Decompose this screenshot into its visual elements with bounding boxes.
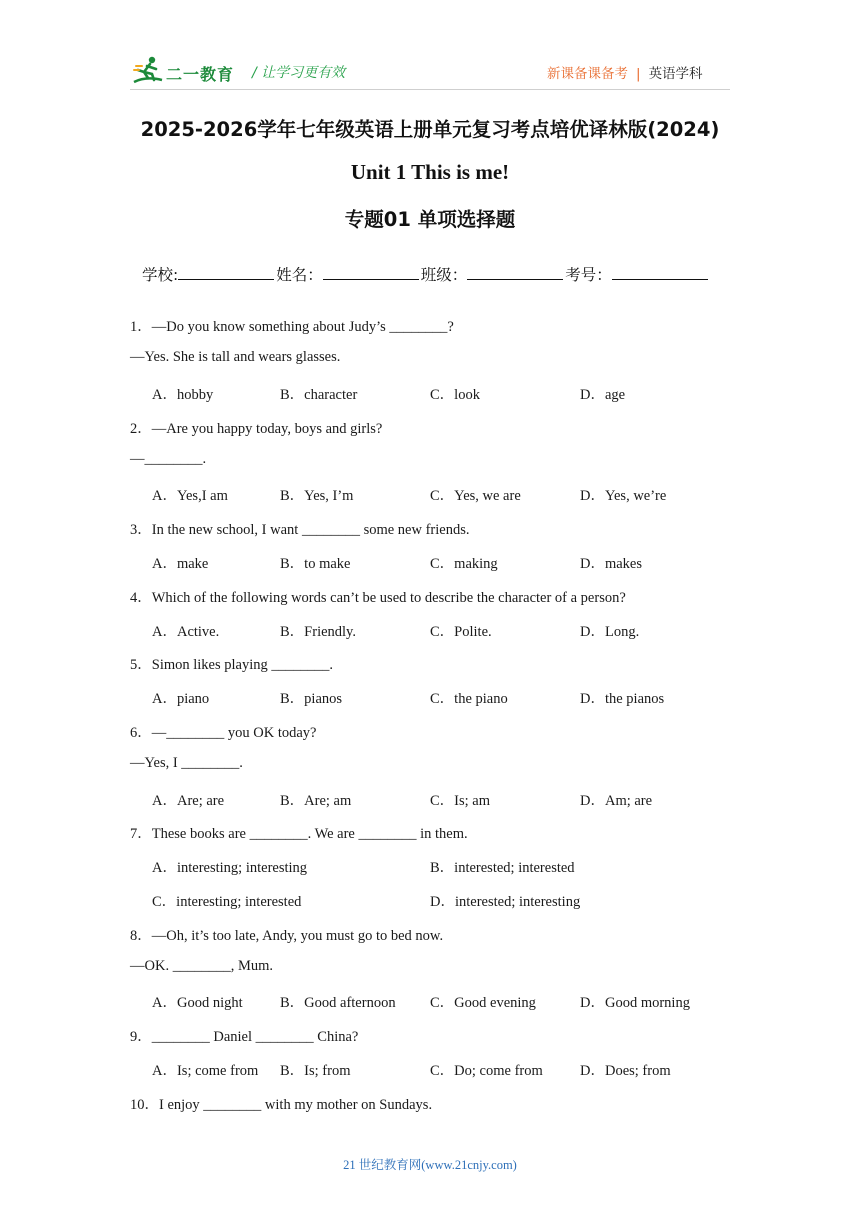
question-stem: 1．—Do you know something about Judy’s ________? (130, 319, 454, 335)
header-separator: | (636, 66, 641, 82)
question-stem: 5．Simon likes playing ________. (130, 657, 333, 673)
page-footer: 21 世纪教育网(www.21cnjy.com) (343, 1158, 517, 1172)
option-c: C．Do; come from (430, 1063, 543, 1079)
option-b: B．Friendly. (280, 624, 356, 640)
logo-text: 二一教育 (166, 65, 235, 84)
page-header (0, 50, 860, 94)
question-reply: —OK. ________, Mum. (130, 958, 273, 974)
header-subject-area (547, 62, 703, 82)
option-c: C．look (430, 387, 480, 403)
topic-title: 专题01 单项选择题 (344, 208, 516, 231)
option-d: D．makes (580, 556, 643, 572)
option-b: B．to make (280, 556, 351, 572)
question-stem: 10．I enjoy ________ with my mother on Sundays. (130, 1097, 433, 1113)
header-tag: 新课备课备考 (547, 66, 628, 82)
class-label: 班级： (420, 266, 468, 284)
option-a: A．Is; come from (152, 1063, 259, 1079)
option-c: C．Is; am (430, 793, 491, 809)
option-a: A．Are; are (152, 793, 225, 809)
option-d: D．the pianos (580, 691, 665, 707)
option-c: C．Good evening (430, 995, 536, 1011)
question-reply: —Yes. She is tall and wears glasses. (130, 349, 341, 365)
logo (132, 56, 244, 88)
option-c: C．Yes, we are (430, 488, 521, 504)
option-a: A．Yes,I am (152, 488, 228, 504)
student-info-row (142, 263, 710, 285)
option-b: B．Good afternoon (280, 995, 396, 1011)
option-b: B．Yes, I’m (280, 488, 354, 504)
option-b: B．Is; from (280, 1063, 351, 1079)
option-d: D．interested; interesting (430, 894, 581, 910)
option-d: D．age (580, 387, 626, 403)
question-reply: —________. (130, 451, 207, 467)
option-a: A．interesting; interesting (152, 860, 308, 876)
option-a: A．hobby (152, 387, 214, 403)
question-stem: 6．—________ you OK today? (130, 725, 317, 741)
option-a: A．Good night (152, 995, 243, 1011)
document-title: 2025-2026学年七年级英语上册单元复习考点培优译林版(2024) (140, 118, 720, 141)
option-c: C．making (430, 556, 498, 572)
class-blank (467, 265, 563, 280)
question-stem: 2．—Are you happy today, boys and girls? (130, 421, 383, 437)
option-b: B．Are; am (280, 793, 352, 809)
runner-logo-icon (132, 56, 166, 86)
question-stem: 3．In the new school, I want ________ some new friends. (130, 522, 470, 538)
unit-title: Unit 1 This is me! (350, 160, 510, 184)
name-label: 姓名： (276, 266, 323, 284)
question-reply: —Yes, I ________. (130, 755, 243, 771)
option-b: B．pianos (280, 691, 343, 707)
exam-number-blank (612, 265, 708, 280)
question-stem: 9．________ Daniel ________ China? (130, 1029, 359, 1045)
header-divider (130, 89, 730, 90)
option-a: A．piano (152, 691, 210, 707)
option-a: A．Active. (152, 624, 220, 640)
school-label: 学校: (142, 266, 179, 284)
option-d: D．Yes, we’re (580, 488, 667, 504)
option-b: B．interested; interested (430, 860, 575, 876)
option-d: D．Does; from (580, 1063, 671, 1079)
option-d: D．Am; are (580, 793, 653, 809)
question-stem: 7．These books are ________. We are ________ in them. (130, 826, 468, 842)
option-c: C．the piano (430, 691, 508, 707)
exam-number-label: 考号： (565, 266, 612, 284)
slogan: / 让学习更有效 (252, 65, 346, 81)
option-a: A．make (152, 556, 209, 572)
question-stem: 4．Which of the following words can’t be used to describe the character of a person? (130, 590, 626, 606)
header-subject: 英语学科 (648, 66, 703, 82)
option-d: D．Good morning (580, 995, 690, 1011)
question-stem: 8．—Oh, it’s too late, Andy, you must go to bed now. (130, 928, 444, 944)
option-c: C．Polite. (430, 624, 492, 640)
option-d: D．Long. (580, 624, 640, 640)
school-blank (178, 265, 274, 280)
option-c: C．interesting; interested (152, 894, 302, 910)
option-b: B．character (280, 387, 358, 403)
name-blank (323, 265, 419, 280)
